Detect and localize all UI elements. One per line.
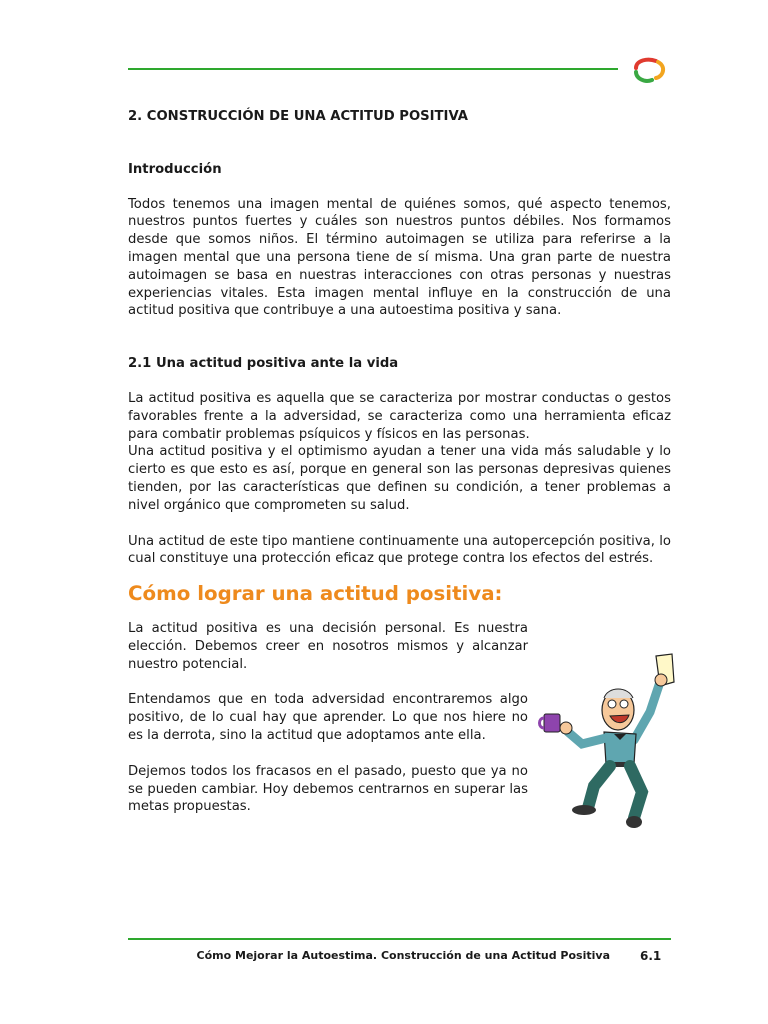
- como-paragraph-1: La actitud positiva es una decisión personal. Es nuestra elección. Debemos creer en nosotros mismos y alcanzar nuestro potencial.: [128, 620, 528, 672]
- section-2-1-paragraph-3: Una actitud de este tipo mantiene continuamente una autopercepción positiva, lo cual constituye una protección eficaz que protege contra los efectos del estrés.: [128, 533, 671, 567]
- section-2-1-title: 2.1 Una actitud positiva ante la vida: [128, 356, 399, 372]
- intro-title: Introducción: [128, 161, 222, 177]
- header-rule: [128, 68, 618, 70]
- logo-icon: [630, 56, 668, 84]
- footer-title: Cómo Mejorar la Autoestima. Construcción de una Actitud Positiva: [196, 949, 610, 962]
- page-number: 6.1: [640, 949, 662, 963]
- como-title: Cómo lograr una actitud positiva:: [128, 582, 503, 606]
- section-2-1-paragraph-2: Una actitud positiva y el optimismo ayudan a tener una vida más saludable y lo cierto es que esto es así, porque en general son las personas depresivas quienes tienden, por las características que definen su condición, a tener problemas a nivel orgánico que comprometen su salud.: [128, 444, 671, 513]
- intro-paragraph: Todos tenemos una imagen mental de quiénes somos, qué aspecto tenemos, nuestros puntos fuertes y cuáles son nuestros puntos débiles. Nos formamos desde que somos niños. El término autoimagen se utiliza para referirse a la imagen mental que una persona tiene de sí misma. Una gran parte de nuestra autoimagen se basa en nuestras interacciones con otras personas y nuestras experiencias vitales. Esta imagen mental influye en la construcción de una actitud positiva que contribuye a una autoestima positiva y sana.: [128, 196, 671, 319]
- page-heading: 2. CONSTRUCCIÓN DE UNA ACTITUD POSITIVA: [128, 109, 468, 124]
- happy-man-illustration: [538, 652, 678, 832]
- como-paragraph-2: Entendamos que en toda adversidad encontraremos algo positivo, de lo cual hay que aprender. Lo que nos hiere no es la derrota, sino la actitud que adoptamos ante ella.: [128, 692, 528, 743]
- como-paragraph-3: Dejemos todos los fracasos en el pasado, puesto que ya no se pueden cambiar. Hoy debemos centrarnos en superar las metas propuestas.: [128, 763, 528, 815]
- footer-rule: [128, 938, 671, 940]
- section-2-1-paragraph-1: La actitud positiva es aquella que se caracteriza por mostrar conductas o gestos favorables frente a la adversidad, se caracteriza como una herramienta eficaz para combatir problemas psíquicos y físicos en las personas.: [128, 390, 671, 442]
